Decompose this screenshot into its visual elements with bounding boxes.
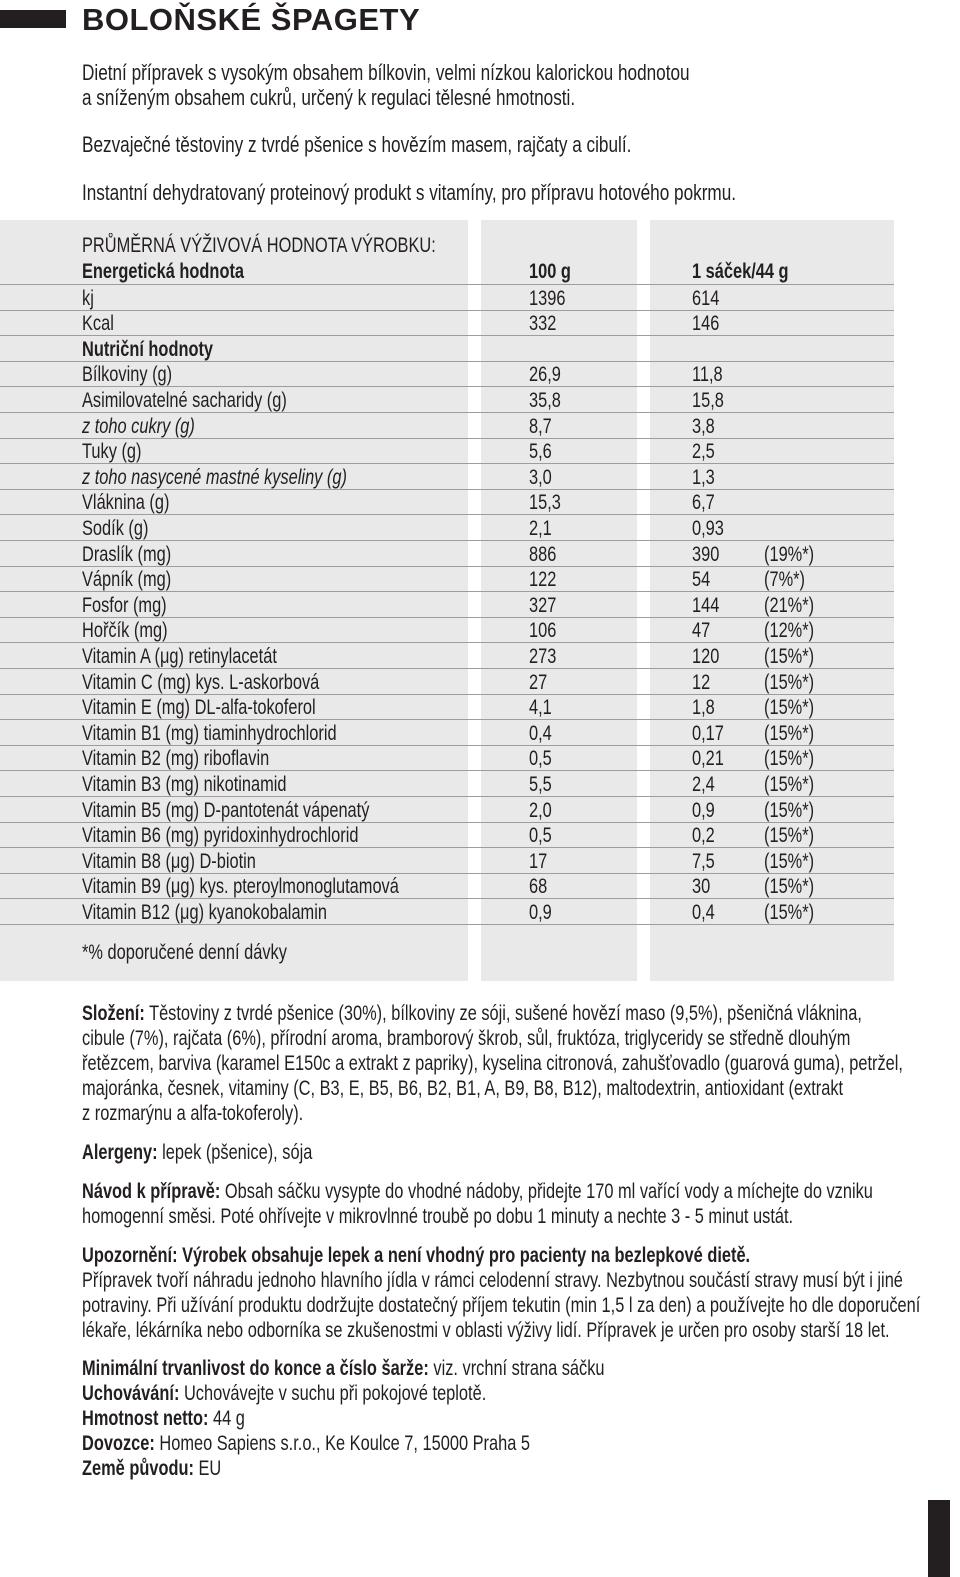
row-daily-percent: (7%*) — [764, 568, 805, 592]
row-value-sachet: 0,4 — [692, 900, 715, 924]
intro-product-type: Bezvaječné těstoviny z tvrdé pšenice s hovězím masem, rajčaty a cibulí. — [82, 132, 632, 157]
row-value-sachet: 120 — [692, 644, 720, 668]
row-daily-percent: (15%*) — [764, 849, 815, 873]
row-value-sachet: 6,7 — [692, 491, 715, 515]
row-label: kj — [82, 286, 94, 310]
row-value-sachet: 30 — [692, 875, 711, 899]
row-value-100g: 0,5 — [529, 747, 552, 771]
column-header-100g: 100 g — [529, 260, 571, 283]
row-label: Vitamin B3 (mg) nikotinamid — [82, 772, 287, 796]
row-label: Kcal — [82, 312, 114, 336]
expiry-label: Minimální trvanlivost do konce a číslo šarže: — [82, 1357, 429, 1380]
row-value-sachet: 144 — [692, 593, 720, 617]
row-label: Nutriční hodnoty — [82, 337, 214, 361]
row-label: Draslík (mg) — [82, 542, 172, 566]
row-daily-percent: (15%*) — [764, 900, 815, 924]
row-daily-percent: (15%*) — [764, 721, 815, 745]
origin-label: Země původu: — [82, 1457, 194, 1480]
row-label: Vitamin B6 (mg) pyridoxinhydrochlorid — [82, 824, 359, 848]
row-label: z toho cukry (g) — [82, 414, 195, 438]
row-value-100g: 26,9 — [529, 363, 561, 387]
allergens-label: Alergeny: — [82, 1141, 158, 1164]
composition-label: Složení: — [82, 1002, 145, 1025]
row-value-sachet: 390 — [692, 542, 720, 566]
intro-line: a sníženým obsahem cukrů, určený k regulaci tělesné hmotnosti. — [82, 85, 576, 110]
row-value-100g: 106 — [529, 619, 557, 643]
intro-instant-info: Instantní dehydratovaný proteinový produkt s vitamíny, pro přípravu hotového pokrmu. — [82, 180, 737, 205]
importer-label: Dovozce: — [82, 1432, 155, 1455]
row-value-100g: 2,1 — [529, 516, 552, 540]
row-value-100g: 273 — [529, 644, 557, 668]
row-value-100g: 0,4 — [529, 721, 552, 745]
row-value-sachet: 0,21 — [692, 747, 724, 771]
product-info-section: Minimální trvanlivost do konce a číslo šarže: viz. vrchní strana sáčku Uchovávání: Uchovávejte v suchu při pokojové teplotě. Hmotnost netto: 44 g Dovozce: Homeo Sapiens s.r.o., Ke Koulce 7, 15000 Praha 5 Země původu: EU — [82, 1357, 605, 1480]
row-value-100g: 332 — [529, 312, 557, 336]
row-value-sachet: 12 — [692, 670, 711, 694]
row-daily-percent: (15%*) — [764, 644, 815, 668]
row-value-100g: 2,0 — [529, 798, 552, 822]
warning-section: Upozornění: Výrobek obsahuje lepek a není vhodný pro pacienty na bezlepkové dietě. Přípravek tvoří náhradu jednoho hlavního jídla v rámci celodenní stravy. Nezbytnou součástí stravy musí být i jiné potraviny. Při užívání produktu dodržujte dostatečný příjem tekutin (min 1,5 l za den) a používejte ho dle doporučení lékaře, lékárníka nebo odborníka se zkušenostmi v oblasti výživy lidí. Přípravek je určen pro osoby starší 18 let. — [82, 1244, 921, 1342]
nutrition-heading: PRŮMĚRNÁ VÝŽIVOVÁ HODNOTA VÝROBKU: — [82, 234, 436, 257]
nutrition-footnote: *% doporučené denní dávky — [82, 941, 287, 964]
row-value-sachet: 1,3 — [692, 465, 715, 489]
row-divider — [0, 770, 894, 771]
row-label: Vitamin C (mg) kys. L-askorbová — [82, 670, 320, 694]
row-value-sachet: 7,5 — [692, 849, 715, 873]
row-label: Hořčík (mg) — [82, 619, 168, 643]
row-daily-percent: (15%*) — [764, 824, 815, 848]
product-title: BOLOŇSKÉ ŠPAGETY — [82, 2, 421, 37]
row-label: z toho nasycené mastné kyseliny (g) — [82, 465, 347, 489]
row-divider — [0, 386, 894, 387]
row-label: Vitamin E (mg) DL-alfa-tokoferol — [82, 696, 316, 720]
row-label: Vitamin B9 (μg) kys. pteroylmonoglutamová — [82, 875, 399, 899]
row-label: Vitamin B2 (mg) riboflavin — [82, 747, 270, 771]
row-value-100g: 3,0 — [529, 465, 552, 489]
row-value-sachet: 0,2 — [692, 824, 715, 848]
row-label: Vitamin B1 (mg) tiaminhydrochlorid — [82, 721, 337, 745]
row-value-sachet: 11,8 — [692, 363, 723, 387]
row-daily-percent: (15%*) — [764, 670, 815, 694]
row-daily-percent: (15%*) — [764, 798, 815, 822]
row-value-100g: 5,5 — [529, 772, 552, 796]
row-value-100g: 15,3 — [529, 491, 561, 515]
row-value-sachet: 0,17 — [692, 721, 724, 745]
row-label: Vláknina (g) — [82, 491, 170, 515]
row-value-sachet: 0,93 — [692, 516, 724, 540]
row-value-sachet: 15,8 — [692, 388, 724, 412]
row-value-100g: 4,1 — [529, 696, 552, 720]
row-label: Vitamin B8 (μg) D-biotin — [82, 849, 256, 873]
row-value-100g: 8,7 — [529, 414, 552, 438]
row-label: Tuky (g) — [82, 440, 142, 464]
row-value-100g: 0,9 — [529, 900, 552, 924]
row-daily-percent: (15%*) — [764, 696, 815, 720]
row-value-sachet: 146 — [692, 312, 720, 336]
column-header-sachet: 1 sáček/44 g — [692, 260, 789, 283]
row-label: Vitamin B5 (mg) D-pantotenát vápenatý — [82, 798, 370, 822]
row-value-100g: 27 — [529, 670, 548, 694]
warning-bold-text: Výrobek obsahuje lepek a není vhodný pro pacienty na bezlepkové dietě. — [182, 1244, 751, 1267]
row-divider — [0, 642, 894, 643]
intro-line: Dietní přípravek s vysokým obsahem bílkovin, velmi nízkou kalorickou hodnotou — [82, 60, 690, 85]
row-value-sachet: 47 — [692, 619, 711, 643]
row-daily-percent: (19%*) — [764, 542, 815, 566]
row-daily-percent: (15%*) — [764, 747, 815, 771]
row-label: Fosfor (mg) — [82, 593, 167, 617]
row-divider — [0, 310, 894, 311]
row-divider — [0, 514, 894, 515]
storage-label: Uchovávání: — [82, 1382, 180, 1405]
row-value-100g: 327 — [529, 593, 557, 617]
row-value-sachet: 1,8 — [692, 696, 715, 720]
row-divider — [0, 284, 894, 285]
row-value-100g: 68 — [529, 875, 548, 899]
row-daily-percent: (12%*) — [764, 619, 815, 643]
row-label: Bílkoviny (g) — [82, 363, 173, 387]
row-daily-percent: (21%*) — [764, 593, 815, 617]
row-value-100g: 0,5 — [529, 824, 552, 848]
allergens-section: Alergeny: lepek (pšenice), sója — [82, 1141, 313, 1164]
preparation-label: Návod k přípravě: — [82, 1180, 221, 1203]
corner-bar-decoration — [928, 1500, 950, 1577]
row-value-100g: 1396 — [529, 286, 566, 310]
row-value-sachet: 2,5 — [692, 440, 715, 464]
row-divider — [0, 898, 894, 899]
row-value-100g: 5,6 — [529, 440, 552, 464]
row-value-100g: 886 — [529, 542, 557, 566]
row-daily-percent: (15%*) — [764, 875, 815, 899]
row-value-sachet: 0,9 — [692, 798, 715, 822]
row-value-100g: 122 — [529, 568, 557, 592]
composition-section: Složení: Těstoviny z tvrdé pšenice (30%), bílkoviny ze sóji, sušené hovězí maso (9,5%), pšeničná vláknina, cibule (7%), rajčata (6%), přírodní aroma, bramborový škrob, sůl, fruktóza, triglyceridy se středně dlouhým řetězcem, barviva (karamel E150c a extrakt z papriky), kyselina citronová, zahušťovadlo (guarová guma), petržel, majoránka, česnek, vitaminy (C, B3, E, B5, B6, B2, B1, A, B9, B8, B12), maltodextrin, antioxidant (extrakt z rozmarýnu a alfa-tokoferoly). — [82, 1002, 903, 1125]
row-value-100g: 17 — [529, 849, 548, 873]
row-label: Vitamin B12 (μg) kyanokobalamin — [82, 900, 327, 924]
row-divider — [0, 924, 894, 925]
preparation-section: Návod k přípravě: Obsah sáčku vysypte do vhodné nádoby, přidejte 170 ml vařící vody a míchejte do vzniku homogenní směsi. Poté ohřívejte v mikrovlnné troubě po dobu 1 minuty a nechte 3 - 5 minut ustát. — [82, 1180, 873, 1228]
row-value-sachet: 3,8 — [692, 414, 715, 438]
row-label: Vitamin A (μg) retinylacetát — [82, 644, 277, 668]
warning-label: Upozornění: — [82, 1244, 178, 1267]
row-label: Vápník (mg) — [82, 568, 172, 592]
energy-header-label: Energetická hodnota — [82, 260, 245, 283]
row-value-100g: 35,8 — [529, 388, 561, 412]
row-value-sachet: 2,4 — [692, 772, 715, 796]
row-daily-percent: (15%*) — [764, 772, 815, 796]
row-label: Asimilovatelné sacharidy (g) — [82, 388, 287, 412]
row-label: Sodík (g) — [82, 516, 149, 540]
weight-label: Hmotnost netto: — [82, 1407, 209, 1430]
row-value-sachet: 614 — [692, 286, 720, 310]
row-value-sachet: 54 — [692, 568, 711, 592]
